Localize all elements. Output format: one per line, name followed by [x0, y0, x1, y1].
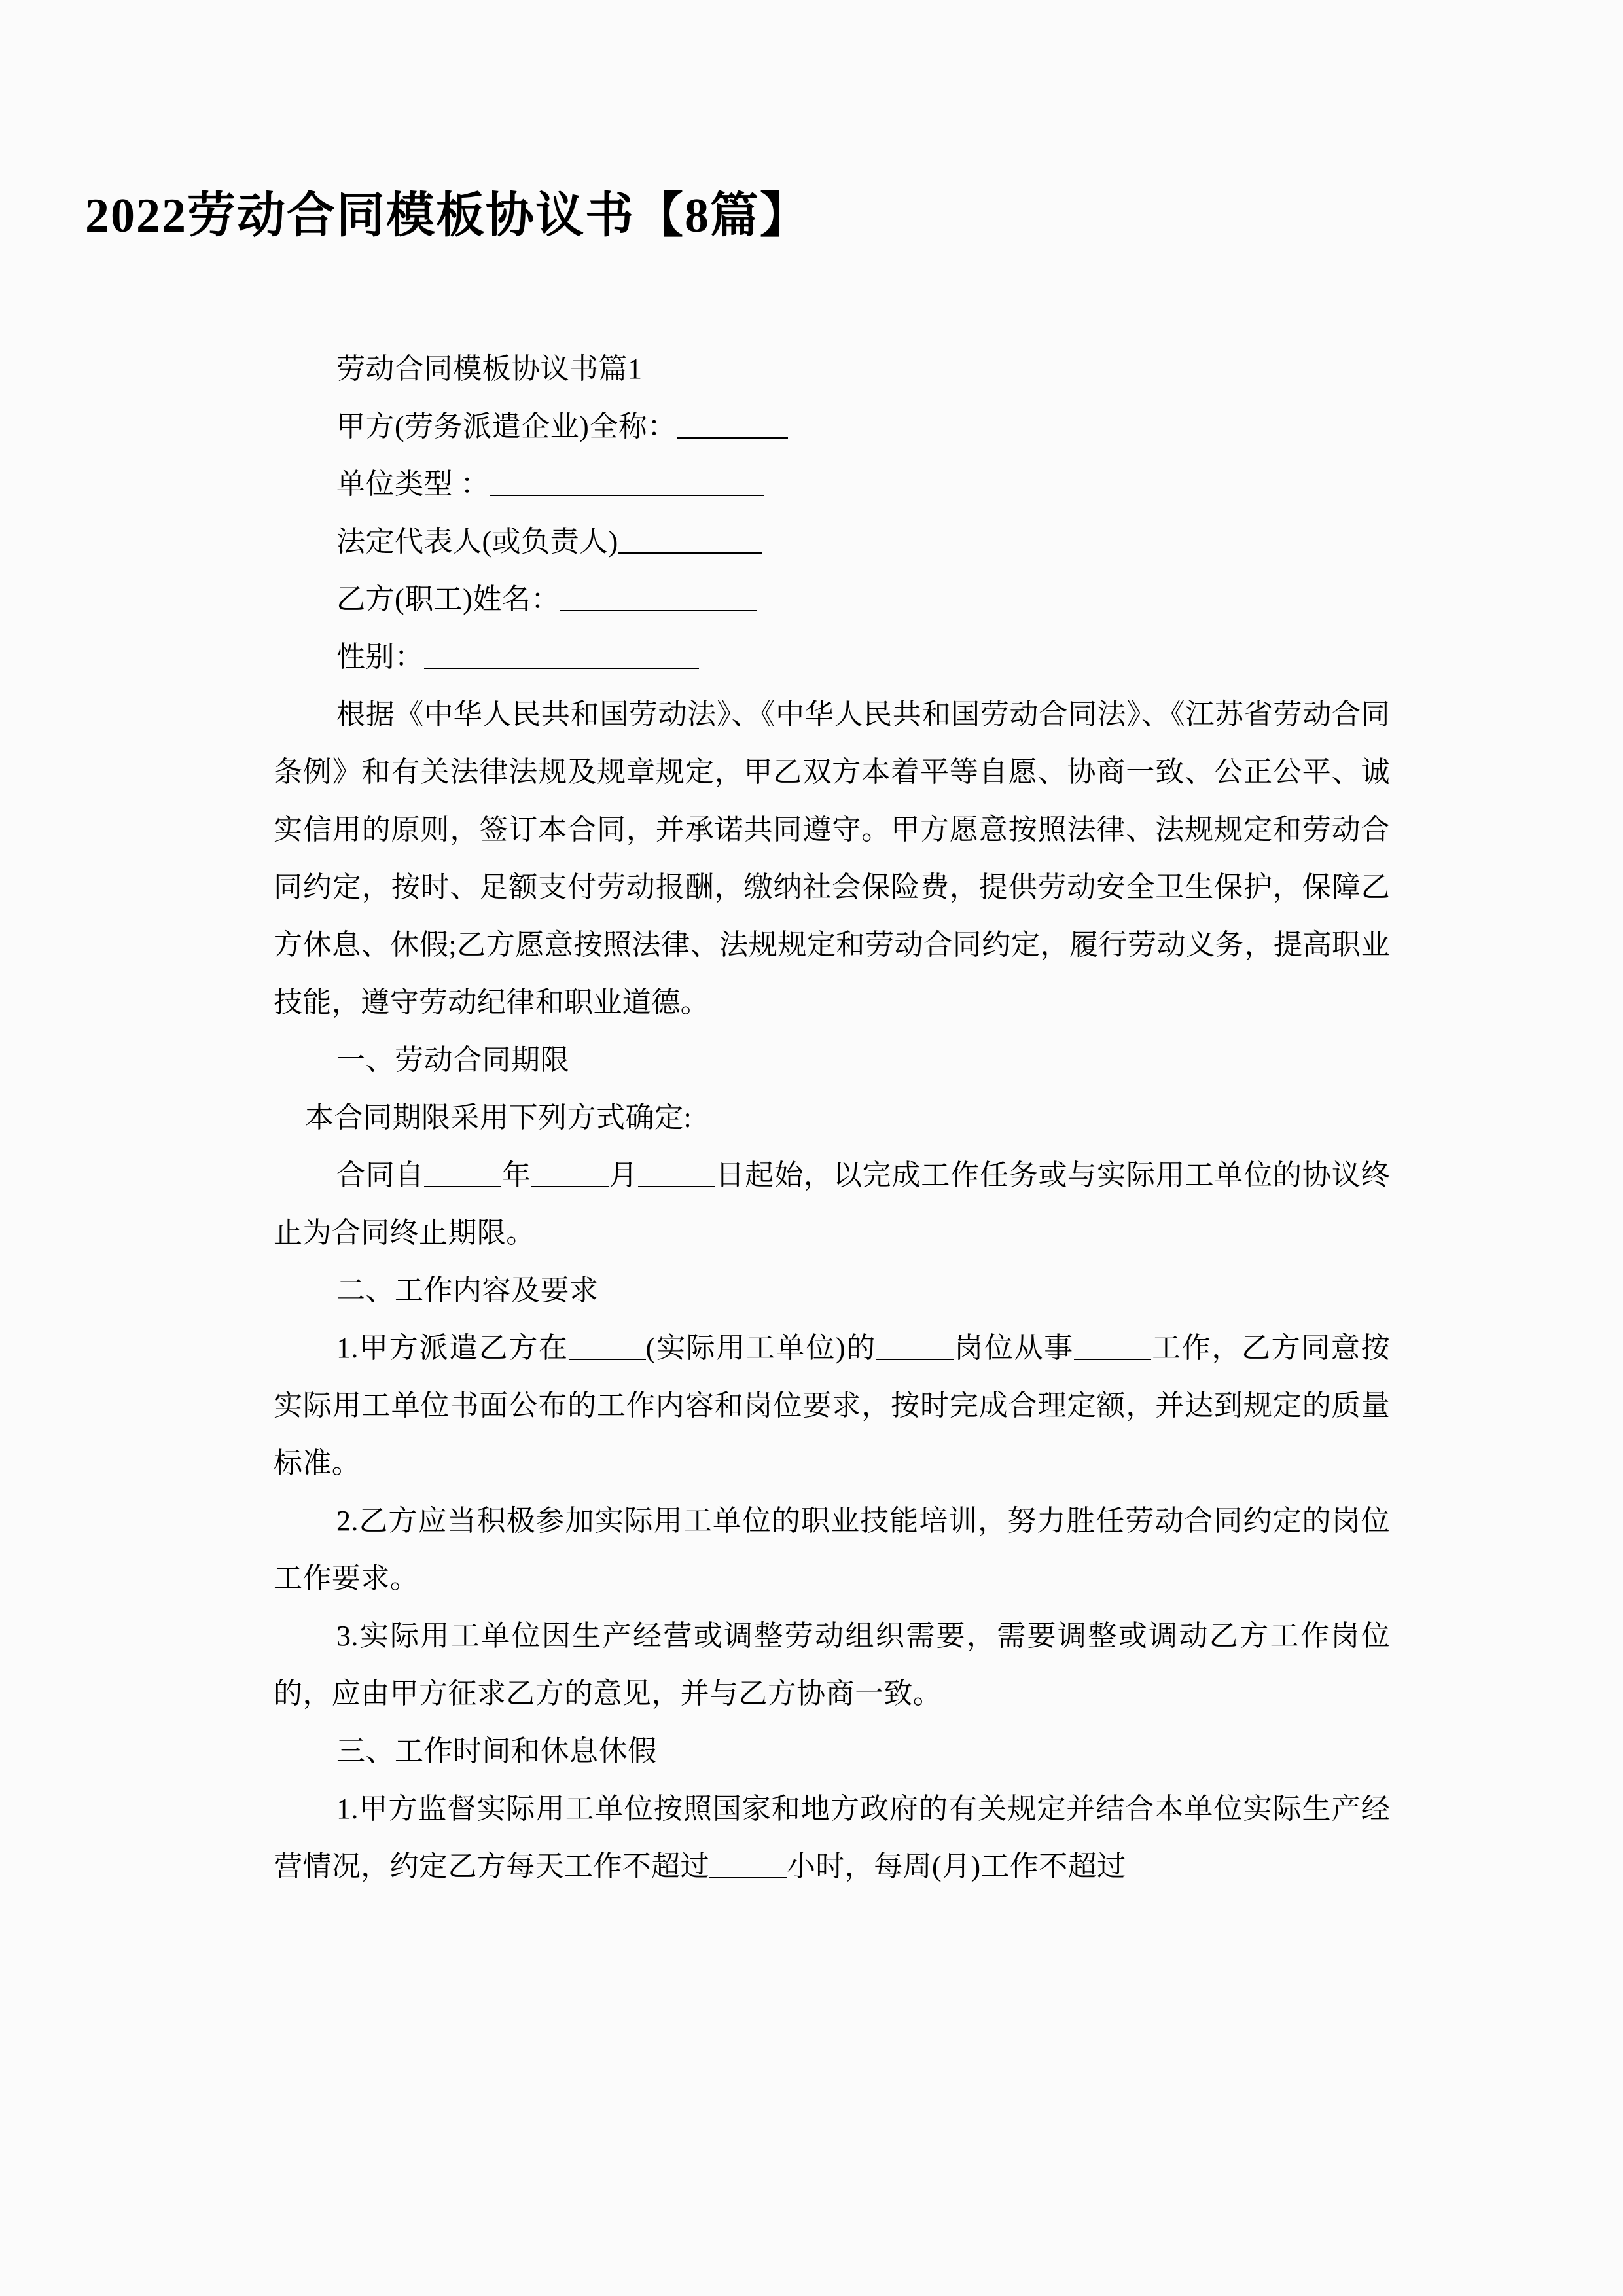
blank-actual-employer[interactable] [569, 1336, 646, 1360]
item-number: 1. [336, 1332, 359, 1364]
term-year-label: 年 [501, 1159, 531, 1191]
item-text-a: 甲方派遣乙方在 [358, 1332, 569, 1364]
blank-gender[interactable] [424, 645, 699, 669]
section-heading-1 [274, 1031, 1390, 1089]
section-3-item-1 [274, 1780, 1390, 1895]
section-1-intro [274, 1089, 1390, 1147]
section-2-item-2 [274, 1492, 1390, 1607]
subtitle-text: 劳动合同模板协议书篇1 [336, 353, 643, 385]
item-text: 实际用工单位因生产经营或调整劳动组织需要，需要调整或调动乙方工作岗位的，应由甲方征求乙方的意见，并与乙方协商一致。 [274, 1620, 1390, 1710]
blank-party-a-name[interactable] [677, 415, 788, 439]
term-prefix: 合同自 [336, 1159, 425, 1191]
field-label-party-b-name: 乙方(职工)姓名： [336, 583, 560, 615]
item-text-b: 小时，每周(月)工作不超过 [787, 1850, 1126, 1882]
field-label-gender: 性别： [336, 641, 424, 673]
section-heading-3 [274, 1723, 1390, 1780]
section-heading-3-text: 三、工作时间和休息休假 [336, 1735, 657, 1767]
blank-unit-type[interactable] [490, 473, 764, 496]
item-text-b: (实际用工单位)的 [645, 1332, 876, 1364]
field-legal-representative [274, 513, 1390, 571]
term-tail: 日起始，以完成工作任务或与实际用工单位的协议终止为合同终止期限。 [274, 1159, 1391, 1249]
blank-position[interactable] [876, 1336, 954, 1360]
item-text-c: 岗位从事 [953, 1332, 1074, 1364]
field-gender [274, 628, 1390, 686]
term-month-label: 月 [608, 1159, 639, 1191]
blank-party-b-name[interactable] [560, 588, 757, 611]
section-2-item-3 [274, 1607, 1390, 1723]
blank-term-year[interactable] [424, 1164, 501, 1187]
blank-term-day[interactable] [638, 1164, 715, 1187]
field-label-legal-representative: 法定代表人(或负责人) [336, 526, 618, 558]
section-1-intro-text: 本合同期限采用下列方式确定: [305, 1102, 692, 1134]
section-heading-2-text: 二、工作内容及要求 [336, 1274, 599, 1306]
section-2-item-1 [274, 1319, 1390, 1492]
field-party-a-name [274, 398, 1390, 456]
blank-job-type[interactable] [1074, 1336, 1151, 1360]
item-text-d: 工作，乙方同意按实际用工单位书面公布的工作内容和岗位要求，按时完成合理定额，并达到规定的质量标准。 [274, 1332, 1390, 1479]
blank-daily-hours[interactable] [709, 1855, 787, 1878]
page-title: 2022劳动合同模板协议书【8篇】 [85, 189, 810, 243]
field-unit-type [274, 456, 1390, 513]
section-heading-1-text: 一、劳动合同期限 [336, 1044, 569, 1076]
item-text-a: 甲方监督实际用工单位按照国家和地方政府的有关规定并结合本单位实际生产经营情况，约定乙方每天工作不超过 [274, 1793, 1390, 1882]
section-1-term-line [274, 1147, 1390, 1262]
item-number: 3. [336, 1620, 359, 1652]
item-text: 乙方应当积极参加实际用工单位的职业技能培训，努力胜任劳动合同约定的岗位工作要求。 [274, 1505, 1390, 1594]
blank-term-month[interactable] [531, 1164, 609, 1187]
field-label-party-a-name: 甲方(劳务派遣企业)全称： [336, 410, 677, 442]
item-number: 1. [336, 1793, 359, 1825]
body-block [274, 340, 1390, 1895]
blank-legal-representative[interactable] [618, 530, 762, 554]
item-number: 2. [336, 1505, 359, 1537]
section-heading-2 [274, 1262, 1390, 1319]
field-label-unit-type: 单位类型 ： [336, 468, 490, 500]
document-subtitle [274, 340, 1390, 398]
field-party-b-name [274, 571, 1390, 628]
preamble-paragraph: 根据《中华人民共和国劳动法》、《中华人民共和国劳动合同法》、《江苏省劳动合同条例》和有关法律法规及规章规定，甲乙双方本着平等自愿、协商一致、公正公平、诚实信用的原则，签订本合同，并承诺共同遵守。甲方愿意按照法律、法规规定和劳动合同约定，按时、足额支付劳动报酬，缴纳社会保险费，提供劳动安全卫生保护，保障乙方休息、休假;乙方愿意按照法律、法规规定和劳动合同约定，履行劳动义务，提高职业技能，遵守劳动纪律和职业道德。 [274, 698, 1390, 1018]
